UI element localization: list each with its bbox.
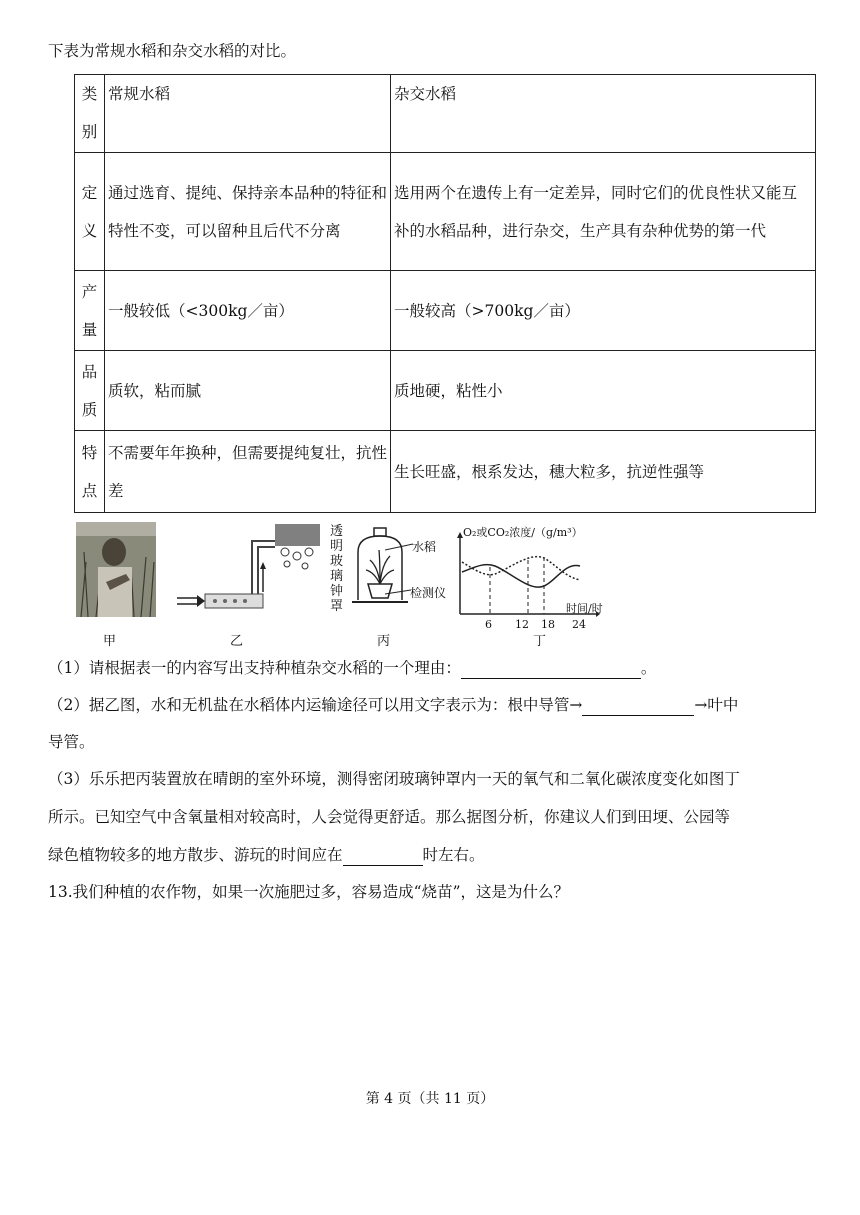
table-row [75,351,816,431]
q3-answer-blank[interactable] [343,849,423,866]
label-meter: 检测仪 [410,586,447,600]
q2-answer-blank[interactable] [582,699,694,716]
chart-tick: 24 [572,618,586,631]
cell-conventional: 通过选育、提纯、保持亲本品种的特征和特性不变，可以留种且后代不分离 [105,153,391,271]
leader-lines [385,522,415,602]
table-row [75,75,816,153]
chart-xlabel: 时间/时 [566,602,603,615]
q1-end: 。 [640,659,657,677]
chart-tick: 12 [515,618,529,631]
bell-jar-side-text: 透明玻璃钟罩 [330,524,344,614]
question-2 [48,694,738,716]
table-row [75,271,816,351]
figure-label-jia: 甲 [103,634,117,649]
row-category: 特点 [75,431,105,513]
comparison-table [74,74,816,513]
table-row [75,431,816,513]
figure-label-ding: 丁 [533,634,547,649]
q3-text: 绿色植物较多的地方散步、游玩的时间应在 [48,846,343,864]
cell-hybrid: 杂交水稻 [391,75,816,153]
question-1 [48,657,656,679]
intro-text: 下表为常规水稻和杂交水稻的对比。 [48,42,297,60]
q2-text-end: →叶中 [694,696,739,714]
row-category: 类别 [75,75,105,153]
question-3-line-3 [48,844,485,866]
cell-hybrid: 质地硬，粘性小 [391,351,816,431]
cell-conventional: 常规水稻 [105,75,391,153]
q1-text: （1）请根据表一的内容写出支持种植杂交水稻的一个理由： [48,659,461,677]
q1-answer-blank[interactable] [461,662,641,679]
cell-hybrid: 一般较高（>700kg／亩） [391,271,816,351]
question-3-line-1: （3）乐乐把丙装置放在晴朗的室外环境，测得密闭玻璃钟罩内一天的氧气和二氧化碳浓度变化如图丁 [48,770,740,788]
label-rice: 水稻 [412,540,437,554]
cell-hybrid: 生长旺盛，根系发达，穗大粒多，抗逆性强等 [391,431,816,513]
q3-text-end: 时左右。 [422,846,485,864]
page-footer: 第 4 页（共 11 页） [365,1091,495,1107]
cell-conventional: 不需要年年换种，但需要提纯复壮，抗性差 [105,431,391,513]
farmer-photo [76,522,156,617]
row-category: 品质 [75,351,105,431]
chart-tick: 6 [485,618,492,631]
q2-continued: 导管。 [48,733,95,751]
cell-hybrid: 选用两个在遗传上有一定差异，同时它们的优良性状又能互补的水稻品种，进行杂交，生产具有杂种优势的第一代 [391,153,816,271]
figure-label-yi: 乙 [230,634,244,649]
figure-label-bing: 丙 [377,634,391,649]
question-13: 13.我们种植的农作物，如果一次施肥过多，容易造成“烧苗”，这是为什么？ [48,883,570,901]
table-row [75,153,816,271]
cell-conventional: 一般较低（<300kg／亩） [105,271,391,351]
row-category: 定义 [75,153,105,271]
q2-text: （2）据乙图，水和无机盐在水稻体内运输途径可以用文字表示为：根中导管→ [48,696,583,714]
question-3-line-2: 所示。已知空气中含氧量相对较高时，人会觉得更舒适。那么据图分析，你建议人们到田埂、公园等 [48,808,731,826]
row-category: 产量 [75,271,105,351]
chart-ylabel: O₂或CO₂浓度/（g/m³） [463,526,583,539]
chart-tick: 18 [541,618,555,631]
cell-conventional: 质软，粘而腻 [105,351,391,431]
transport-diagram [175,522,325,622]
